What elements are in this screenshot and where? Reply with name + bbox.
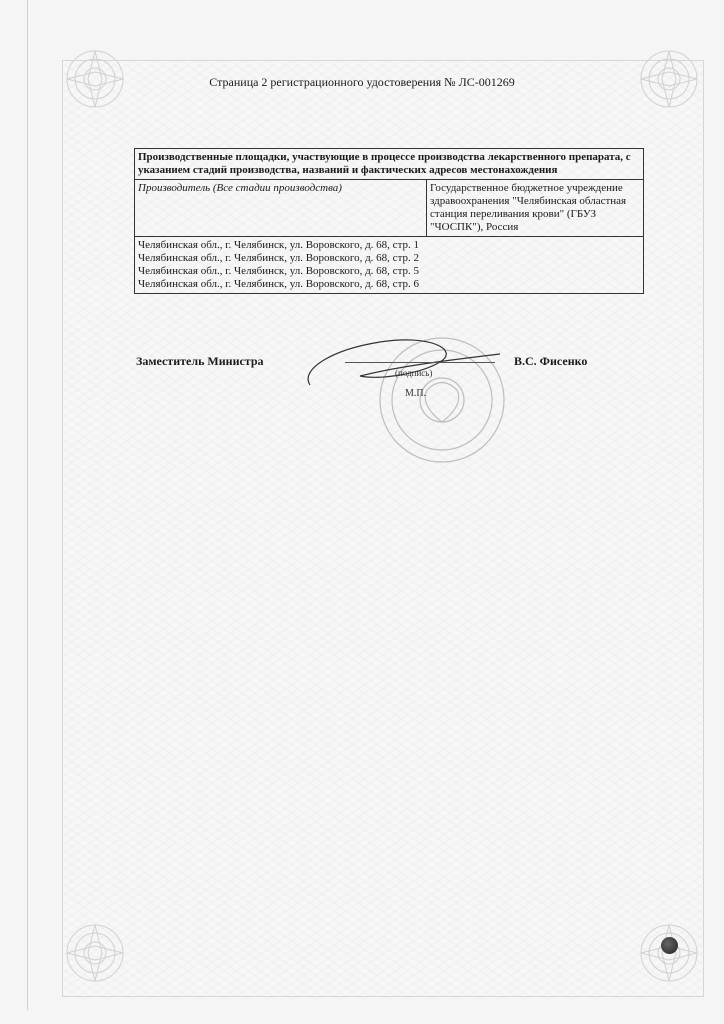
- manufacturer-organization-cell: Государственное бюджетное учреждение здравоохранения "Челябинская областная станция переливания крови" (ГБУЗ "ЧОСПК"), Россия: [427, 180, 644, 237]
- addresses-cell: [135, 237, 644, 294]
- address-line: Челябинская обл., г. Челябинск, ул. Воровского, д. 68, стр. 2: [138, 252, 420, 264]
- table-header-row: [135, 149, 644, 180]
- production-sites-table: [134, 148, 644, 294]
- manufacturer-role-cell: Производитель (Все стадии производства): [135, 180, 427, 237]
- signature-line: [345, 362, 495, 363]
- address-line: Челябинская обл., г. Челябинск, ул. Воровского, д. 68, стр. 1: [138, 239, 420, 251]
- address-line: Челябинская обл., г. Челябинск, ул. Воровского, д. 68, стр. 6: [138, 278, 420, 290]
- signatory-title: Заместитель Министра: [136, 354, 264, 368]
- table-row: [135, 180, 644, 237]
- table-row: [135, 237, 644, 294]
- address-line: Челябинская обл., г. Челябинск, ул. Воровского, д. 68, стр. 5: [138, 265, 420, 277]
- signatory-name: В.С. Фисенко: [514, 354, 588, 368]
- page-title: Страница 2 регистрационного удостоверения № ЛС-001269: [209, 75, 515, 89]
- signature-caption: (подпись): [395, 368, 433, 378]
- seal-place-label: М.П.: [405, 388, 427, 399]
- scan-edge-line: [27, 0, 28, 1010]
- corner-ornament-bottom-left: [62, 920, 128, 986]
- security-hologram-dot: [661, 937, 678, 954]
- table-header-cell: Производственные площадки, участвующие в процессе производства лекарственного препарата, с указанием стадий производства, названий и фактических адресов местонахождения: [135, 149, 644, 180]
